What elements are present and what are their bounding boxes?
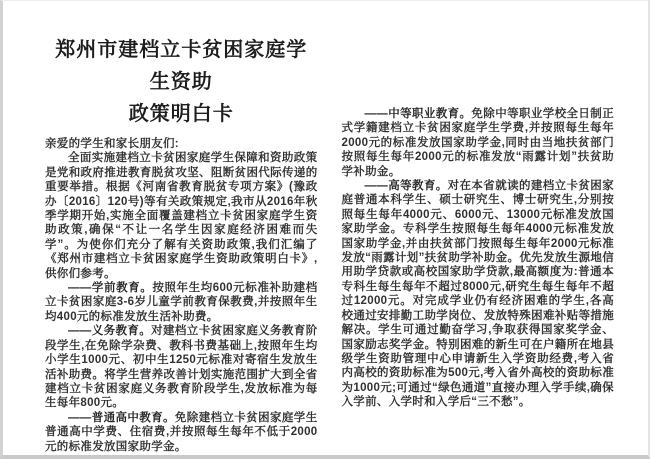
salutation: 亲爱的学生和家长朋友们: [45, 138, 179, 150]
section-body: 免除建档立卡贫困家庭学生普通高中学费、住宿费,并按照每生每年不低于2000元的标准发放国家助学金。 [45, 411, 318, 453]
page-title [45, 34, 318, 130]
page-title-line1: 郑州市建档立卡贫困家庭学生资助 [55, 39, 308, 93]
section-higher-education [342, 179, 615, 410]
section-compulsory-education [45, 324, 318, 410]
section-regular-high-school [45, 411, 318, 454]
page-title-line2: 政策明白卡 [128, 103, 234, 125]
right-column [342, 31, 615, 454]
section-preschool-education [45, 281, 318, 324]
section-heading: ——义务教育。 [68, 325, 152, 338]
section-secondary-vocational-education [342, 107, 615, 179]
section-body: 免除中等职业学校全日制正式学籍建档立卡贫困家庭学生学费,并按照每生每年2000元的标准发放国家助学金,同时由当地扶贫部门按照每生每年2000元的标准发放“雨露计划”扶贫助学补助金。 [341, 108, 614, 178]
section-body: 按照年生均600元标准补助建档立卡贫困家庭3-6岁儿童学前教育保教费,并按照年生均400元的标准发放生活补助费。 [45, 282, 318, 323]
two-column-layout [3, 1, 648, 454]
section-heading: ——学前教育。 [68, 282, 153, 295]
section-heading: ——高等教育。 [364, 180, 448, 193]
left-column [45, 31, 318, 454]
section-heading: ——中等职业教育。 [364, 108, 472, 120]
section-body: 对建档立卡贫困家庭义务教育阶段学生,在免除学杂费、教科书费基础上,按照年生均小学生1000元、初中生1250元标准对寄宿生发放生活补助费。将学生营养改善计划实施范围扩大到全省建档立卡贫困家庭义务教育阶段学生,发放标准为每生每年800元。 [45, 325, 318, 410]
section-heading: ——普通高中教育。 [68, 411, 175, 424]
intro-paragraph: 全面实施建档立卡贫困家庭学生保障和资助政策是党和政府推进教育脱贫攻坚、阻断贫困代际传递的重要举措。根据《河南省教育脱贫专项方案》(豫政办〔2016〕120号)等有关政策规定,我市从2016年秋季学期开始,实施全面覆盖建档立卡贫困家庭学生资助政策,确保“不让一名学生因家庭经济困难而失学”。为使你们充分了解有关资助政策,我们汇编了《郑州市建档立卡贫困家庭学生资助政策明白卡》,供你们参考。 [45, 152, 318, 280]
section-body: 对在本省就读的建档立卡贫困家庭普通本科学生、硕士研究生、博士研究生,分别按照每生每年4000元、6000元、13000元标准发放国家助学金。专科学生按照每生每年4000元标准发放国家助学金,并由扶贫部门按照每生每年2000元标准发放“雨露计划”扶贫助学补助金。优先发放生源地信用助学贷款或高校国家助学贷款,最高额度为:普通本专科生每生每年不超过8000元,研究生每生每年不超过12000元。对完成学业仍有经济困难的学生,各高校通过安排勤工助学岗位、发放特殊困难补贴等措施解决。学生可通过勤奋学习,争取获得国家奖学金、国家励志奖学金。特别困难的新生可在户籍所在地县级学生资助管理中心申请新生入学资助经费,考入省内高校的资助标准为500元,考入省外高校的资助标准为1000元;可通过“绿色通道”直接办理入学手续,确保入学前、入学时和入学后“三不愁”。 [341, 180, 614, 409]
